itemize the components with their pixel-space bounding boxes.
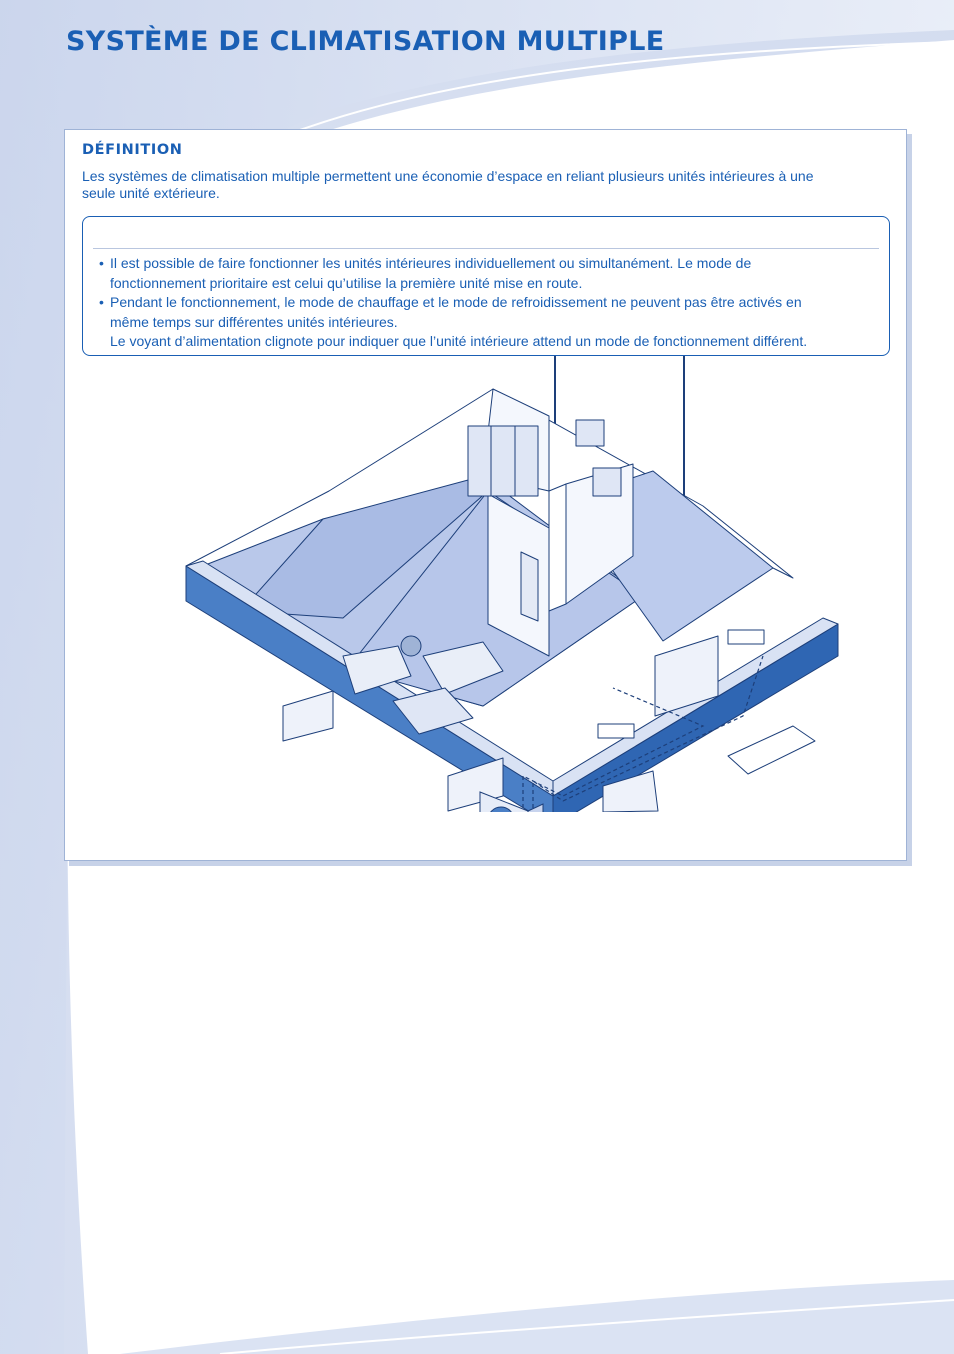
page-title: SYSTÈME DE CLIMATISATION MULTIPLE — [66, 26, 665, 57]
note-line: Le voyant d’alimentation clignote pour indiquer que l’unité intérieure attend un mode de fonctionnement différent. — [110, 333, 808, 349]
note-line: Pendant le fonctionnement, le mode de chauffage et le mode de refroidissement ne peuvent pas être activés en — [110, 294, 802, 310]
note-line: Il est possible de faire fonctionner les unités intérieures individuellement ou simultanément. Le mode de — [110, 255, 752, 271]
note-box — [82, 216, 890, 356]
definition-text-line: seule unité extérieure. — [82, 185, 220, 201]
definition-heading: DÉFINITION — [82, 142, 183, 158]
definition-text-line: Les systèmes de climatisation multiple permettent une économie d’espace en reliant plusieurs unités intérieures à une — [82, 168, 814, 184]
bullet-icon: • — [99, 294, 104, 310]
house-cutaway-illustration — [183, 356, 853, 812]
note-list — [99, 254, 879, 352]
definition-panel — [64, 129, 907, 861]
note-bullet — [99, 293, 879, 352]
note-line: fonctionnement prioritaire est celui qu’utilise la première unité mise en route. — [110, 274, 583, 291]
bullet-icon: • — [99, 255, 104, 271]
note-line: même temps sur différentes unités intérieures. — [110, 313, 398, 330]
definition-text — [82, 168, 882, 202]
note-bullet — [99, 254, 879, 293]
note-divider — [93, 248, 879, 249]
